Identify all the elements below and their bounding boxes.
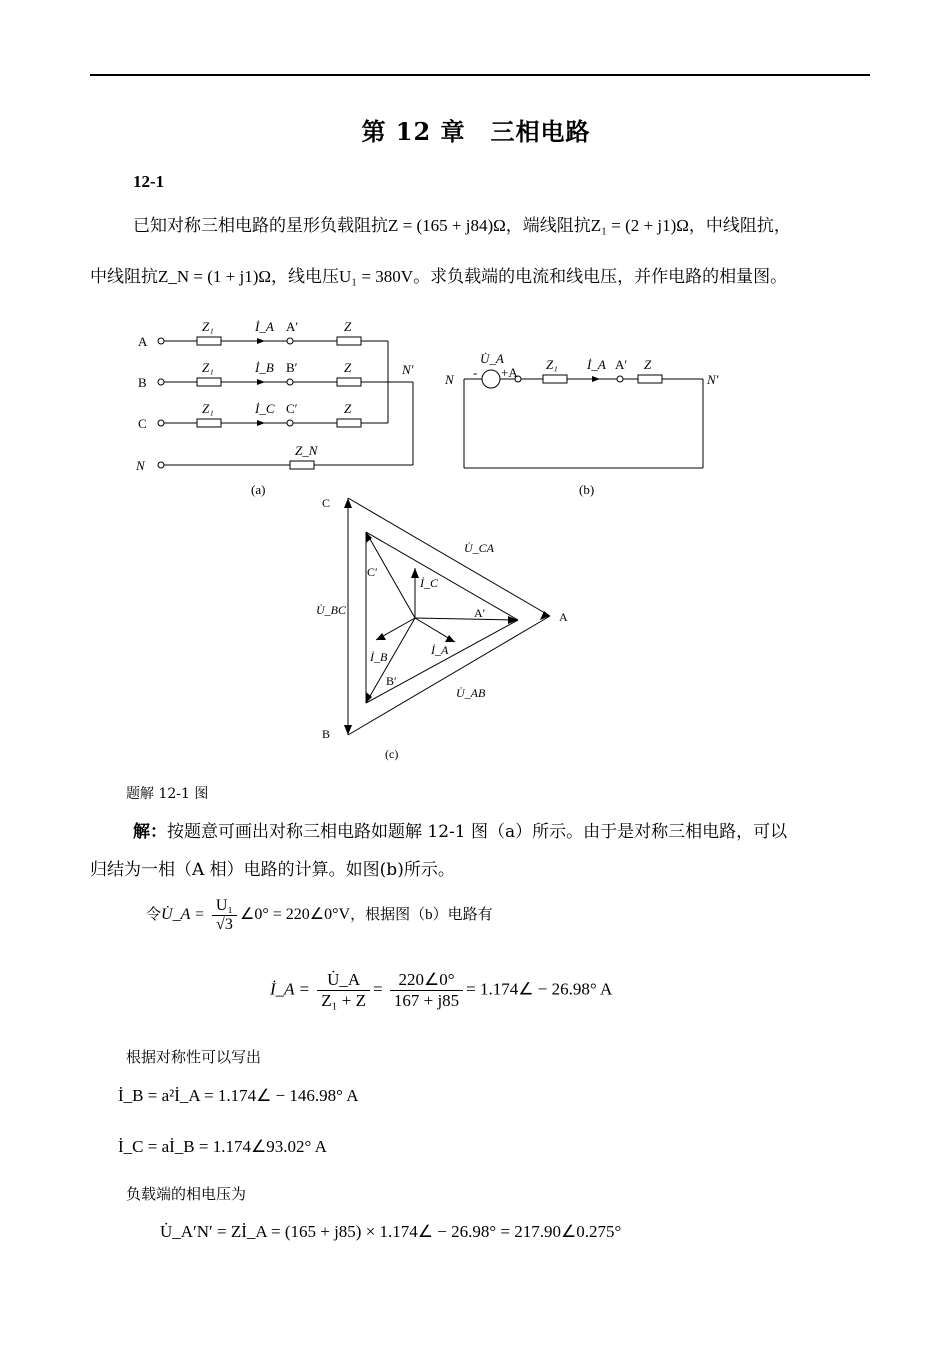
node-label: B — [138, 375, 147, 390]
problem-text: ，线电压 — [271, 267, 340, 287]
numerator: U̇_A — [317, 970, 370, 991]
impedance-label: Z — [344, 319, 352, 334]
phasor-label: İ_C — [420, 576, 438, 590]
denominator: √3 — [216, 916, 233, 933]
impedance-label: Z — [344, 360, 352, 375]
voltage-label: U̇_A — [480, 351, 504, 366]
current-label: İ_C — [255, 401, 275, 416]
current-label: İ_B — [255, 360, 274, 375]
phasor-label: İ_A — [431, 643, 449, 657]
eq-lhs: U̇_A = — [161, 906, 205, 924]
chapter-title: 第 12 章 三相电路 — [361, 117, 591, 146]
node-label: C′ — [286, 401, 298, 416]
impedance-label: Z₁ — [202, 360, 214, 375]
current-label: İ_A — [255, 319, 274, 334]
impedance-label: Z₁ — [546, 357, 558, 372]
figure-label: (a) — [251, 482, 266, 497]
equals: = — [373, 979, 383, 999]
node-label: A′ — [615, 357, 628, 372]
node-label: A — [138, 334, 148, 349]
problem-text: 已知对称三相电路的星形负载阻抗 — [133, 216, 388, 236]
numerator: 220∠0° — [390, 970, 463, 991]
vertex-label: C — [322, 496, 331, 510]
eq-text: 令 — [146, 907, 162, 924]
node-label: N — [445, 372, 454, 387]
vertex-label: C′ — [367, 565, 378, 579]
vertex-label: B — [322, 727, 331, 741]
phasor-diagram — [300, 490, 590, 770]
denominator: Z₁ + Z — [321, 991, 367, 1010]
impedance-label: Z — [644, 357, 652, 372]
vertex-label: A — [559, 610, 568, 624]
phasor-label: İ_B — [370, 650, 388, 664]
node-label: N′ — [402, 362, 414, 377]
equation-3: İ_B = a²İ_A = 1.174∠ − 146.98° A — [118, 1086, 359, 1105]
eq-text: ，根据图（b）电路有 — [350, 907, 493, 924]
solution-line-2: 归结为一相（A 相）电路的计算。如图(b)所示。 — [90, 860, 455, 880]
fraction — [317, 970, 370, 1011]
phasor-label: U̇_CA — [464, 541, 494, 555]
section-number: 12-1 — [133, 172, 165, 191]
equation-1 — [146, 897, 493, 934]
header-rule — [90, 74, 870, 76]
equation-2 — [270, 970, 612, 1011]
fraction — [390, 970, 463, 1011]
problem-line-1 — [133, 211, 791, 236]
line-impedance: Z₁ = (2 + j1)Ω — [590, 216, 689, 235]
impedance-label: Z — [344, 401, 352, 416]
problem-text: ，端线阻抗 — [505, 216, 591, 236]
impedance-label: Z₁ — [202, 401, 214, 416]
figure-caption: 题解 12-1 图 — [126, 786, 209, 802]
eq-rhs: = 1.174∠ − 26.98° A — [466, 979, 613, 999]
solution-text: 按题意可画出对称三相电路如题解 12-1 图（a）所示。由于是对称三相电路，可以 — [167, 822, 788, 842]
solution-line-1 — [133, 817, 787, 842]
neutral-impedance: Z_N = (1 + j1)Ω — [158, 267, 272, 286]
current-label: İ_A — [587, 357, 606, 372]
impedance-label: Z₁ — [202, 319, 214, 334]
symmetry-text: 根据对称性可以写出 — [126, 1048, 262, 1066]
circuit-b — [464, 370, 703, 468]
vertex-label: A′ — [474, 606, 486, 620]
node-label: C — [138, 416, 147, 431]
load-impedance: Z = (165 + j84)Ω — [388, 216, 506, 235]
node-label: N — [136, 458, 145, 473]
node-label: B′ — [286, 360, 298, 375]
denominator: 167 + j85 — [393, 991, 460, 1010]
polarity-label: - — [473, 365, 478, 380]
circuit-diagrams — [120, 305, 740, 500]
equation-5: U̇_A′N′ = Zİ_A = (165 + j85) × 1.174∠ − 26.98° = 217.90∠0.275° — [160, 1222, 622, 1241]
line-voltage: U₁ = 380V — [339, 267, 414, 286]
eq-rhs: ∠0° = 220∠0°V — [240, 906, 351, 924]
numerator: U₁ — [212, 897, 237, 916]
node-label: A′ — [286, 319, 299, 334]
figure-label: (c) — [385, 747, 399, 761]
phasor-label: U̇_AB — [456, 686, 486, 700]
solution-label: 解： — [133, 822, 167, 842]
figure-label: (b) — [579, 482, 595, 497]
node-label: +A — [501, 365, 518, 380]
fraction — [212, 897, 237, 934]
problem-line-2 — [90, 262, 787, 287]
problem-text: 。求负载端的电流和线电压，并作电路的相量图。 — [413, 267, 788, 287]
phasor-label: U̇_BC — [316, 603, 346, 617]
phase-voltage-text: 负载端的相电压为 — [126, 1185, 247, 1203]
impedance-label: Z_N — [295, 443, 318, 458]
problem-text: ，中线阻抗， — [688, 216, 791, 236]
vertex-label: B′ — [386, 674, 397, 688]
eq-lhs: İ_A = — [270, 979, 310, 999]
problem-text: 中线阻抗 — [90, 267, 158, 287]
node-label: N′ — [707, 372, 719, 387]
equation-4: İ_C = aİ_B = 1.174∠93.02° A — [118, 1137, 327, 1156]
